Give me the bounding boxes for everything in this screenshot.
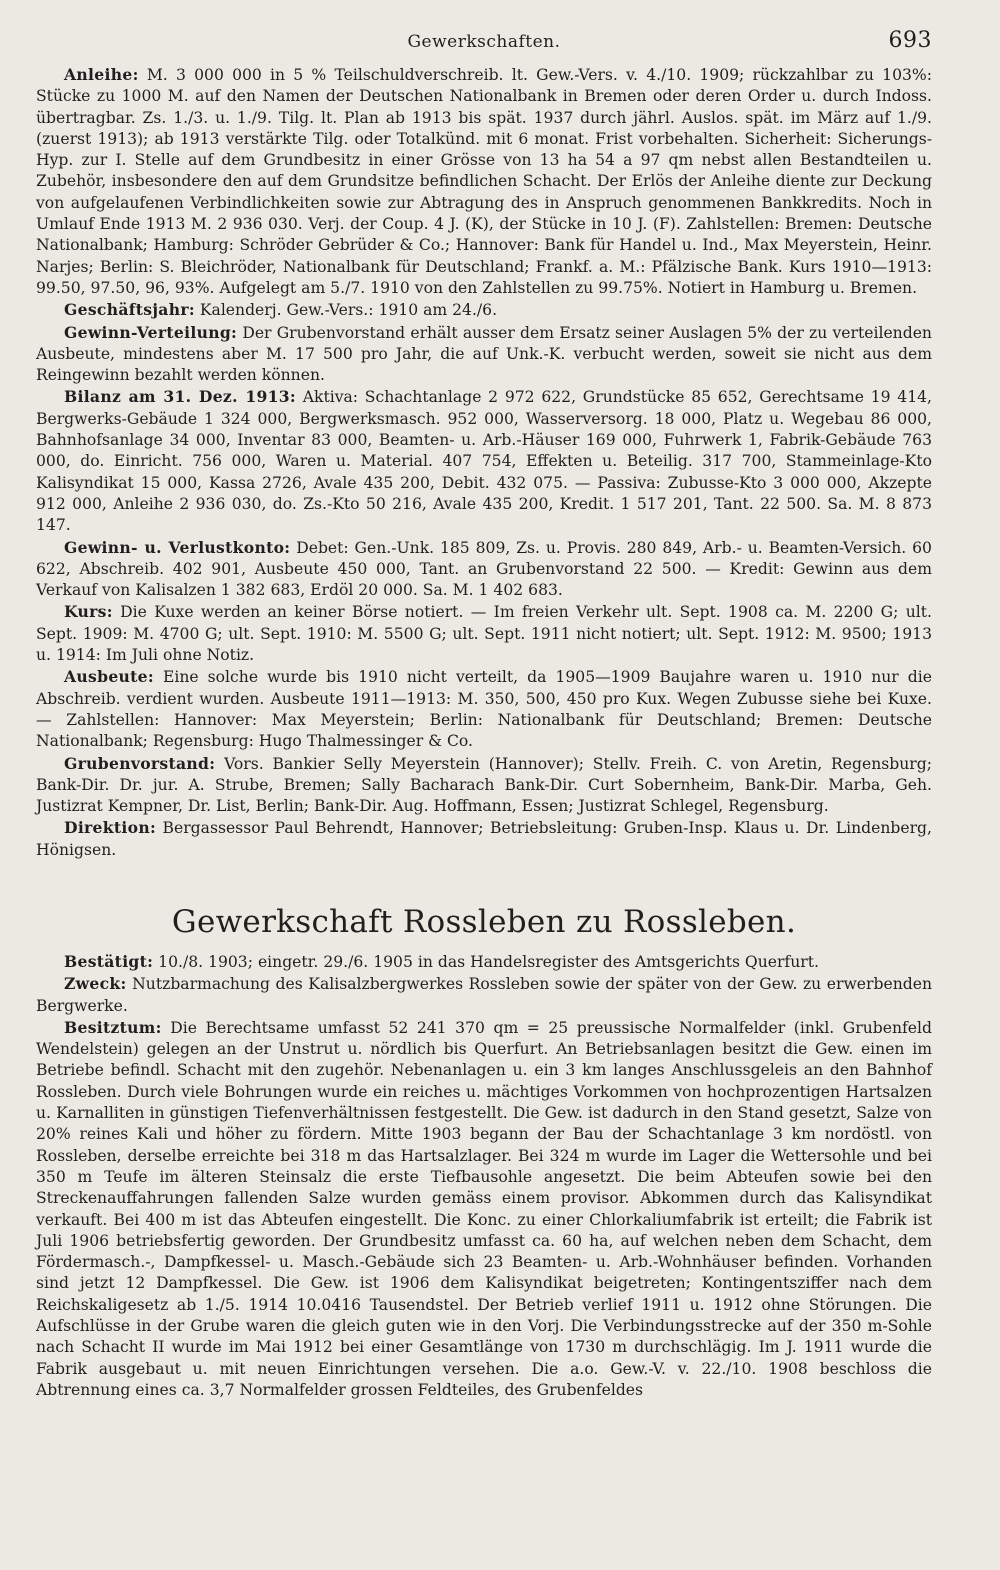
paragraph-bestaetigt [36, 951, 932, 973]
paragraph-lead: Direktion: [64, 818, 157, 838]
paragraph-direktion [36, 817, 932, 861]
paragraph-text: 10./8. 1903; eingetr. 29./6. 1905 in das Handelsregister des Amtsgerichts Querfurt. [158, 952, 819, 971]
running-head: Gewerkschaften. [407, 32, 561, 52]
section-continuation [36, 64, 932, 861]
paragraph-lead: Anleihe: [64, 65, 139, 84]
paragraph-lead: Ausbeute: [64, 667, 154, 687]
paragraph-text: Bergassessor Paul Behrendt, Hannover; Betriebsleitung: Gruben-Insp. Klaus u. Dr. Lindenberg, Hönigsen. [36, 819, 932, 859]
paragraph-lead: Grubenvorstand: [64, 753, 216, 773]
paragraph-geschaeftsjahr [36, 299, 932, 321]
paragraph-lead: Geschäftsjahr: [64, 300, 195, 320]
paragraph-text: Aktiva: Schachtanlage 2 972 622, Grundstücke 85 652, Gerechtsame 19 414, Bergwerks-Gebäude 1 324 000, Bergwerksmasch. 952 000, Wasserversorg. 18 000, Platz u. Wegebau 86 000, Bahnhofsanlage 34 000, Inventar 83 000, Beamten- u. Arb.-Häuser 169 000, Fuhrwerk 1, Fabrik-Gebäude 763 000, do. Einricht. 756 000, Waren u. Material. 407 754, Effekten u. Beteilig. 317 700, Stammeinlage-Kto Kalisyndikat 15 000, Kassa 2726, Avale 435 200, Debit. 432 075. — Passiva: Zubusse-Kto 3 000 000, Akzepte 912 000, Anleihe 2 936 030, do. Zs.-Kto 50 216, Avale 435 200, Kredit. 1 517 201, Tant. 22 500. Sa. M. 8 873 147. [36, 388, 933, 535]
paragraph-text: Die Berechtsame umfasst 52 241 370 qm = 25 preussische Normalfelder (inkl. Grubenfeld Wendelstein) gelegen an der Unstrut u. nördlich bis Querfurt. An Betriebsanlagen besitzt die Gew. einen im Betriebe befindl. Schacht mit den zugehör. Nebenanlagen u. ein 3 km langes Anschlussgeleis an den Bahnhof Rossleben. Durch viele Bohrungen wurde ein reiches u. mächtiges Vorkommen von hochprozentigen Hartsalzen u. Karnalliten in günstigen Tiefenverhältnissen festgestellt. Die Gew. ist dadurch in den Stand gesetzt, Salze von 20% reines Kali und höher zu fördern. Mitte 1903 begann der Bau der Schachtanlage 3 km nordöstl. von Rossleben, derselbe erreichte bei 318 m das Hartsalzlager. Bei 324 m wurde im Lager die Wettersohle und bei 350 m Teufe im älteren Steinsalz die erste Tiefbausohle angesetzt. Die beim Abteufen sowie bei den Streckenauffahrungen fallenden Salze wurden gemäss einem provisor. Abkommen durch das Kalisyndikat verkauft. Bei 400 m ist das Abteufen eingestellt. Die Konc. zu einer Chlorkaliumfabrik ist erteilt; die Fabrik ist Juli 1906 betriebsfertig geworden. Der Grundbesitz umfasst ca. 60 ha, auf welchen neben dem Schacht, dem Fördermasch.-, Dampfkessel- u. Masch.-Gebäude sich 23 Beamten- u. Arb.-Wohnhäuser befinden. Vorhanden sind jetzt 12 Dampfkessel. Die Gew. ist 1906 dem Kalisyndikat beigetreten; Kontingentsziffer nach dem Reichskaligesetz ab 1./5. 1914 10.0416 Tausendstel. Der Betrieb verlief 1911 u. 1912 ohne Störungen. Die Aufschlüsse in der Grube waren die gleich guten wie in den Vorj. Die Verbindungsstrecke auf der 350 m-Sohle nach Schacht II wurde im Mai 1912 bei einer Gesamtlänge von 1730 m durchschlägig. Im J. 1911 wurde die Fabrik ausgebaut u. mit neuen Einrichtungen versehen. Die a.o. Gew.-V. v. 22./10. 1908 beschloss die Abtrennung eines ca. 3,7 Normalfelder grossen Feldteiles, des Grubenfeldes [36, 1018, 932, 1399]
page-header [36, 24, 932, 64]
paragraph-text: Nutzbarmachung des Kalisalzbergwerkes Rossleben sowie der später von der Gew. zu erwerbenden Bergwerke. [36, 975, 932, 1015]
paragraph-kurs [36, 601, 932, 666]
paragraph-lead: Gewinn- u. Verlustkonto: [64, 537, 291, 557]
paragraph-lead: Bilanz am 31. Dez. 1913: [64, 387, 296, 407]
paragraph-besitztum [36, 1017, 932, 1401]
paragraph-text: Debet: Gen.-Unk. 185 809, Zs. u. Provis. 280 849, Arb.- u. Beamten-Versich. 60 622, Abschreib. 402 901, Ausbeute 450 000, Tant. an Grubenvorstand 22 500. — Kredit: Gewinn aus dem Verkauf von Kalisalzen 1 382 683, Erdöl 20 000. Sa. M. 1 402 683. [36, 538, 932, 600]
page-number: 693 [888, 28, 932, 53]
paragraph-lead: Kurs: [64, 602, 113, 622]
paragraph-zweck [36, 973, 932, 1017]
paragraph-anleihe [36, 64, 932, 299]
paragraph-text: Die Kuxe werden an keiner Börse notiert. — Im freien Verkehr ult. Sept. 1908 ca. M. 2200 G; ult. Sept. 1909: M. 4700 G; ult. Sept. 1910: M. 5500 G; ult. Sept. 1911 nicht notiert; ult. Sept. 1912: M. 9500; 1913 u. 1914: Im Juli ohne Notiz. [36, 603, 932, 665]
paragraph-grubenvorstand [36, 753, 932, 818]
paragraph-text: Eine solche wurde bis 1910 nicht verteilt, da 1905—1909 Baujahre waren u. 1910 nur die Abschreib. verdient wurden. Ausbeute 1911—1913: M. 350, 500, 450 pro Kux. Wegen Zubusse siehe bei Kuxe. — Zahlstellen: Hannover: Max Meyerstein; Berlin: Nationalbank für Deutschland; Bremen: Deutsche Nationalbank; Regensburg: Hugo Thalmessinger & Co. [36, 668, 932, 751]
paragraph-gewinn-verteilung [36, 322, 932, 387]
company-section [36, 951, 932, 1401]
paragraph-text: Kalenderj. Gew.-Vers.: 1910 am 24./6. [199, 301, 498, 320]
company-title: Gewerkschaft Rossleben zu Rossleben. [171, 903, 797, 940]
paragraph-lead: Bestätigt: [64, 951, 154, 971]
paragraph-lead: Zweck: [64, 974, 127, 994]
paragraph-gewinn-verlust [36, 537, 932, 602]
paragraph-ausbeute [36, 666, 932, 752]
paragraph-text: Vors. Bankier Selly Meyerstein (Hannover); Stellv. Freih. C. von Aretin, Regensburg; Bank-Dir. Dr. jur. A. Strube, Bremen; Sally Bacharach Bank-Dir. Curt Sobernheim, Bank-Dir. Marba, Geh. Justizrat Kempner, Dr. List, Berlin; Bank-Dir. Aug. Hoffmann, Essen; Justizrat Schlegel, Regensburg. [36, 754, 932, 816]
paragraph-lead: Besitztum: [64, 1017, 162, 1037]
paragraph-bilanz [36, 386, 932, 536]
paragraph-lead: Gewinn-Verteilung: [64, 322, 238, 342]
paragraph-text: Der Grubenvorstand erhält ausser dem Ersatz seiner Auslagen 5% der zu verteilenden Ausbeute, mindestens aber M. 17 500 pro Jahr, die auf Unk.-K. verbucht werden, soweit sie nicht aus dem Reingewinn bezahlt werden können. [36, 323, 932, 385]
paragraph-text: M. 3 000 000 in 5 % Teilschuldverschreib. lt. Gew.-Vers. v. 4./10. 1909; rückzahlbar zu 103%: Stücke zu 1000 M. auf den Namen der Deutschen Nationalbank in Bremen oder deren Order u. durch Indoss. übertragbar. Zs. 1./3. u. 1./9. Tilg. lt. Plan ab 1913 bis spät. 1937 durch jährl. Auslos. spät. im März auf 1./9. (zuerst 1913); ab 1913 verstärkte Tilg. oder Totalkünd. mit 6 monat. Frist vorbehalten. Sicherheit: Sicherungs-Hyp. zur I. Stelle auf dem Grundbesitz in einer Grösse von 13 ha 54 a 97 qm nebst allen Bestandteilen u. Zubehör, insbesondere den auf dem Grundsitze befindlichen Schacht. Der Erlös der Anleihe diente zur Deckung von aufgelaufenen Verbindlichkeiten sowie zur Abtragung des in Anspruch genommenen Bankkredits. Noch in Umlauf Ende 1913 M. 2 936 030. Verj. der Coup. 4 J. (K), der Stücke in 10 J. (F). Zahlstellen: Bremen: Deutsche Nationalbank; Hamburg: Schröder Gebrüder & Co.; Hannover: Bank für Handel u. Ind., Max Meyerstein, Heinr. Narjes; Berlin: S. Bleichröder, Nationalbank für Deutschland; Frankf. a. M.: Pfälzische Bank. Kurs 1910—1913: 99.50, 97.50, 96, 93%. Aufgelegt am 5./7. 1910 von den Zahlstellen zu 99.75%. Notiert in Hamburg u. Bremen. [36, 66, 932, 297]
